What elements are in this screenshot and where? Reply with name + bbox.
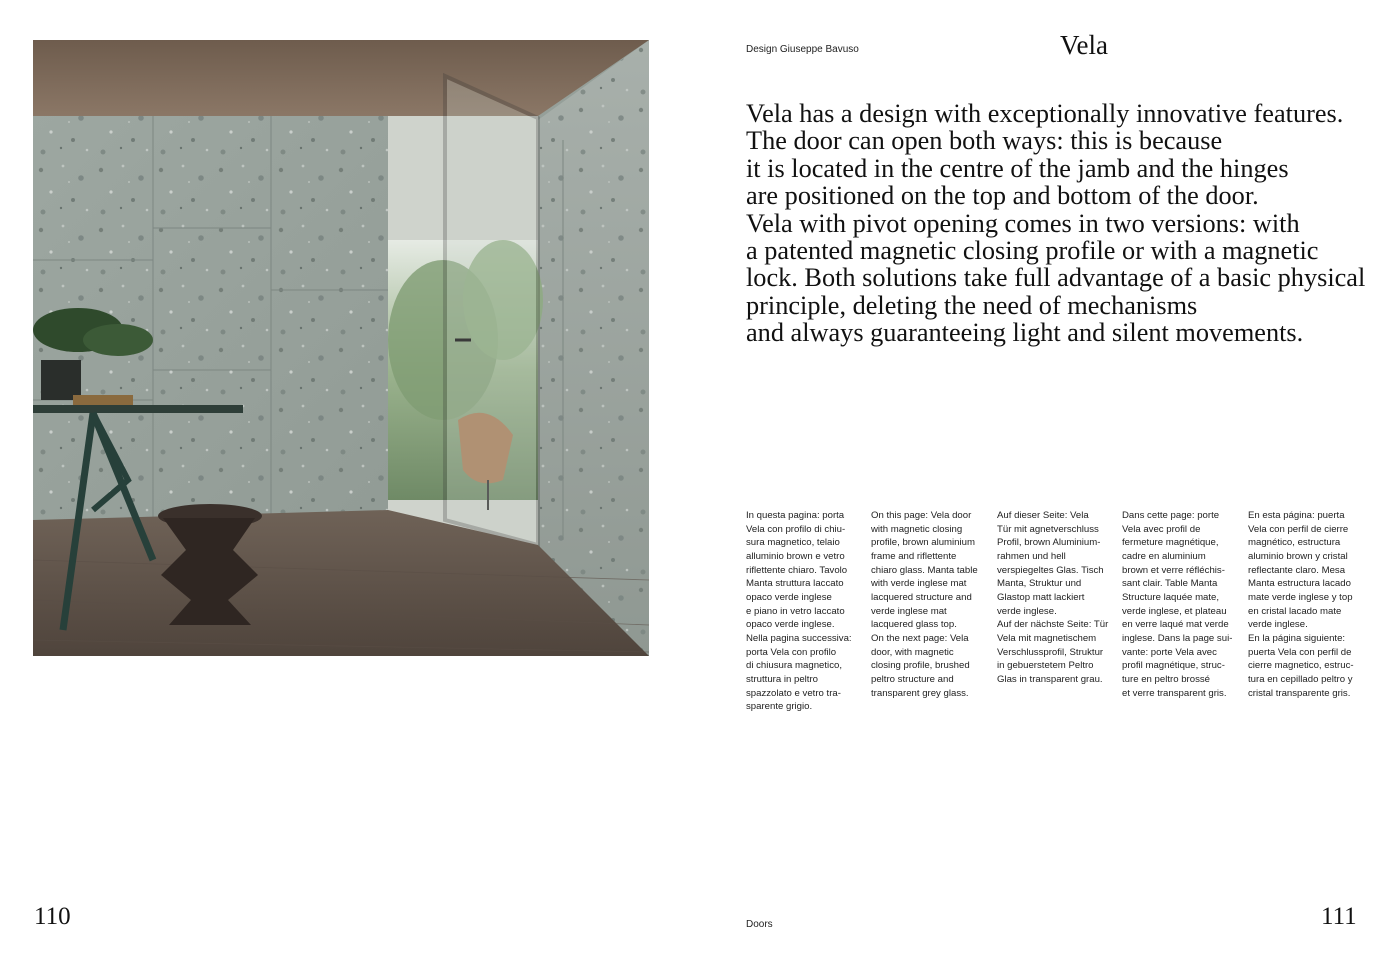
caption-line: Auf der nächste Seite: Tür <box>997 619 1109 631</box>
caption-line: in gebuerstetem Peltro <box>997 660 1094 672</box>
caption-line: Glastop matt lackiert <box>997 591 1085 603</box>
caption-line: with magnetic closing <box>871 523 963 535</box>
caption-line: En esta página: puerta <box>1248 510 1345 521</box>
caption-line: porta Vela con profilo <box>746 646 837 658</box>
caption-line: e piano in vetro laccato <box>746 605 845 617</box>
intro-line: and always guaranteeing light and silent movements. <box>746 318 1304 348</box>
caption-line: transparent grey glass. <box>871 687 969 699</box>
caption-line: Dans cette page: porte <box>1122 510 1220 521</box>
caption-line: Glas in transparent grau. <box>997 673 1103 685</box>
caption-line: Structure laquée mate, <box>1122 591 1220 603</box>
caption-line: sura magnetico, telaio <box>746 537 840 549</box>
caption-line: riflettente chiaro. Tavolo <box>746 564 848 576</box>
caption-german <box>997 509 1115 687</box>
intro-line: it is located in the centre of the jamb and the hinges <box>746 153 1289 183</box>
caption-line: On the next page: Vela <box>871 632 969 644</box>
caption-line: magnético, estructura <box>1248 537 1341 549</box>
caption-italian <box>746 509 864 714</box>
caption-french <box>1122 509 1240 700</box>
caption-line: opaco verde inglese. <box>746 619 835 631</box>
caption-line: door, with magnetic <box>871 646 954 658</box>
caption-line: spazzolato e vetro tra- <box>746 687 841 699</box>
caption-line: vante: porte Vela avec <box>1122 646 1217 658</box>
caption-line: aluminio brown y cristal <box>1248 550 1348 562</box>
caption-line: sant clair. Table Manta <box>1122 578 1218 590</box>
caption-line: En la página siguiente: <box>1248 632 1346 644</box>
caption-line: with verde inglese mat <box>871 578 967 590</box>
caption-line: profile, brown aluminium <box>871 537 975 549</box>
designer-credit: Design Giuseppe Bavuso <box>746 44 859 55</box>
caption-english <box>871 509 989 700</box>
caption-line: Vela mit magnetischem <box>997 632 1097 644</box>
intro-line: principle, deleting the need of mechanisms <box>746 290 1198 320</box>
intro-line: a patented magnetic closing profile or with a magnetic <box>746 236 1319 266</box>
caption-spanish <box>1248 509 1366 700</box>
caption-line: reflectante claro. Mesa <box>1248 564 1346 576</box>
caption-line: In questa pagina: porta <box>746 510 845 521</box>
caption-line: lacquered structure and <box>871 591 972 603</box>
intro-line: Vela has a design with exceptionally innovative features. <box>746 99 1344 128</box>
interior-photo <box>33 40 649 656</box>
intro-line: Vela with pivot opening comes in two versions: with <box>746 208 1300 238</box>
caption-line: Manta struttura laccato <box>746 578 844 590</box>
caption-line: Tür mit agnetverschluss <box>997 523 1099 535</box>
caption-line: Auf dieser Seite: Vela <box>997 510 1089 521</box>
caption-line: frame and riflettente <box>871 550 957 562</box>
caption-line: Verschlussprofil, Struktur <box>997 646 1104 658</box>
caption-line: en cristal lacado mate <box>1248 605 1342 617</box>
caption-line: sparente grigio. <box>746 701 813 713</box>
caption-line: lacquered glass top. <box>871 619 957 631</box>
intro-paragraph <box>746 100 1386 347</box>
caption-line: et verre transparent gris. <box>1122 687 1227 699</box>
intro-line: lock. Both solutions take full advantage of a basic physical <box>746 263 1366 293</box>
caption-line: inglese. Dans la page sui- <box>1122 632 1233 644</box>
caption-line: brown et verre réfléchis- <box>1122 564 1225 576</box>
caption-line: cierre magnetico, estruc- <box>1248 660 1354 672</box>
caption-line: ture en peltro brossé <box>1122 673 1210 685</box>
caption-line: cadre en aluminium <box>1122 550 1206 562</box>
caption-line: Vela avec profil de <box>1122 523 1201 535</box>
caption-line: en verre laqué mat verde <box>1122 619 1229 631</box>
caption-line: verde inglese. <box>1248 619 1308 631</box>
caption-line: alluminio brown e vetro <box>746 550 845 562</box>
caption-line: verde inglese, et plateau <box>1122 605 1227 617</box>
caption-line: mate verde inglese y top <box>1248 591 1353 603</box>
caption-line: Nella pagina successiva: <box>746 632 852 644</box>
intro-line: are positioned on the top and bottom of the door. <box>746 181 1259 211</box>
caption-line: On this page: Vela door <box>871 510 972 521</box>
caption-line: Manta, Struktur und <box>997 578 1082 590</box>
caption-line: verde inglese. <box>997 605 1057 617</box>
caption-line: profil magnétique, struc- <box>1122 660 1225 672</box>
caption-line: verspiegeltes Glas. Tisch <box>997 564 1104 576</box>
caption-line: struttura in peltro <box>746 673 818 685</box>
caption-line: verde inglese mat <box>871 605 947 617</box>
caption-line: cristal transparente gris. <box>1248 687 1351 699</box>
caption-line: fermeture magnétique, <box>1122 537 1219 549</box>
page-number-right: 111 <box>1321 903 1357 930</box>
product-title: Vela <box>1060 30 1108 60</box>
caption-line: tura en cepillado peltro y <box>1248 673 1353 685</box>
caption-line: di chiusura magnetico, <box>746 660 842 672</box>
caption-line: Manta estructura lacado <box>1248 578 1351 590</box>
caption-line: puerta Vela con perfil de <box>1248 646 1352 658</box>
caption-line: Profil, brown Aluminium- <box>997 537 1101 549</box>
caption-line: peltro structure and <box>871 673 954 685</box>
intro-line: The door can open both ways: this is because <box>746 126 1223 156</box>
caption-line: Vela con perfil de cierre <box>1248 523 1349 535</box>
caption-line: closing profile, brushed <box>871 660 970 672</box>
section-footer: Doors <box>746 919 773 930</box>
page-number-left: 110 <box>34 903 71 930</box>
caption-line: rahmen und hell <box>997 550 1066 562</box>
caption-line: Vela con profilo di chiu- <box>746 523 846 535</box>
caption-line: opaco verde inglese <box>746 591 832 603</box>
caption-line: chiaro glass. Manta table <box>871 564 978 576</box>
